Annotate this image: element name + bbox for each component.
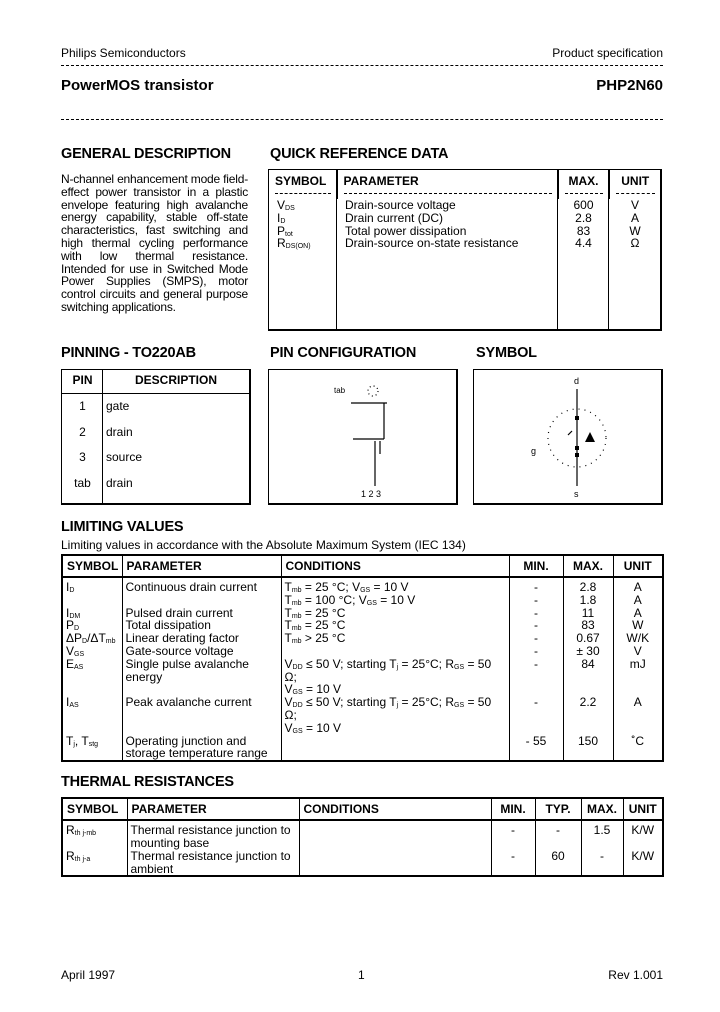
pin-configuration-heading: PIN CONFIGURATION bbox=[270, 345, 417, 361]
parameter-cell bbox=[127, 850, 299, 877]
cell-line: - bbox=[534, 580, 538, 594]
unit-cell bbox=[613, 735, 663, 762]
subscript: D bbox=[69, 587, 75, 594]
parameter-cell bbox=[122, 645, 281, 658]
company-name: Philips Semiconductors bbox=[61, 46, 186, 60]
max-cell bbox=[563, 658, 613, 696]
subscript: GS bbox=[366, 599, 377, 607]
cell-line: Gate-source voltage bbox=[125, 643, 234, 658]
table-row bbox=[62, 820, 663, 850]
min-cell bbox=[509, 645, 563, 658]
pin-description: source bbox=[106, 450, 143, 464]
limiting-values-heading: LIMITING VALUES bbox=[61, 519, 184, 535]
col-unit: UNIT bbox=[613, 555, 663, 577]
max-cell: 4.4 bbox=[575, 236, 592, 251]
pin-configuration-box bbox=[268, 369, 458, 505]
table-row bbox=[269, 237, 661, 250]
col-parameter: PARAMETER bbox=[337, 170, 558, 191]
limiting-values-subtitle: Limiting values in accordance with the Absolute Maximum System (IEC 134) bbox=[61, 538, 466, 552]
pin-numbers-label: 1 2 3 bbox=[361, 489, 382, 499]
subscript: GS bbox=[454, 702, 465, 710]
min-cell bbox=[509, 696, 563, 734]
cell-line: A bbox=[633, 580, 642, 594]
thermal-resistances-table bbox=[61, 797, 664, 877]
cell-line: $T_{mb} = 25$ °C bbox=[284, 605, 346, 620]
min-cell: - bbox=[491, 820, 535, 850]
pin-col-header: PIN bbox=[72, 373, 93, 387]
col-unit: UNIT bbox=[623, 798, 663, 820]
thermal-resistances-heading: THERMAL RESISTANCES bbox=[61, 774, 234, 791]
cell-line: ± 30 bbox=[576, 643, 600, 658]
tab-label: tab bbox=[334, 386, 346, 395]
cell-line: ambient bbox=[130, 861, 174, 876]
unit-cell bbox=[613, 645, 663, 658]
pin-description: gate bbox=[106, 399, 130, 413]
cell-line: energy bbox=[125, 669, 163, 684]
subscript: DD bbox=[292, 663, 303, 671]
subscript: mb bbox=[291, 612, 302, 620]
header-separator bbox=[269, 191, 661, 199]
parameter-cell bbox=[122, 696, 281, 734]
pin-number: tab bbox=[74, 475, 91, 490]
symbol-heading: SYMBOL bbox=[476, 345, 537, 361]
subscript: DM bbox=[69, 612, 81, 620]
parameter-cell bbox=[122, 577, 281, 607]
subscript: mb bbox=[105, 638, 116, 646]
symbol-cell: $I_{AS}$ bbox=[62, 696, 122, 734]
col-max: MAX. bbox=[558, 170, 609, 191]
cell-line: - bbox=[534, 656, 538, 671]
cell-line: W/K bbox=[626, 631, 650, 646]
cell-line: - bbox=[534, 618, 538, 633]
quick-reference-table bbox=[269, 170, 661, 250]
pinning-header bbox=[62, 370, 249, 394]
cell-line: A bbox=[633, 605, 642, 620]
cell-line: mounting base bbox=[130, 835, 210, 850]
cell-line: 0.67 bbox=[576, 631, 600, 646]
subscript: stg bbox=[88, 740, 99, 748]
cell-line: Thermal resistance junction to bbox=[130, 848, 291, 863]
thermal-resistances-section bbox=[61, 774, 662, 877]
general-description-text: N-channel enhancement mode field-effect power transistor in a plastic envelope featuring high avalanche energy capability, stable off-state characteristics, fast switching and high thermal cycling performance with low thermal resistance. Intended for use in Switched Mode Power Supplies (SMPS), motor control circuits and general purpose switching applications. bbox=[61, 172, 248, 314]
cell-line: $V_{DD} \le 50$ V; starting $T_j = 25^\circ C$; $R_{GS} = 50$ Ω; bbox=[284, 656, 492, 684]
subscript: GS bbox=[360, 587, 371, 594]
pin-number: 3 bbox=[79, 450, 86, 464]
conditions-cell bbox=[281, 696, 509, 734]
unit-cell: K/W bbox=[623, 820, 663, 850]
cell-line: ˚C bbox=[631, 733, 645, 748]
cell-line: W bbox=[632, 618, 644, 633]
symbol-cell: $R_{th j-a}$ bbox=[62, 850, 127, 877]
subscript: GS bbox=[74, 650, 85, 658]
subscript: mb bbox=[291, 599, 302, 607]
conditions-cell bbox=[281, 658, 509, 696]
conditions-cell bbox=[281, 577, 509, 607]
footer-revision: Rev 1.001 bbox=[608, 968, 663, 982]
symbol-cell: $I_{DM}$ bbox=[62, 607, 122, 620]
qr-divider bbox=[336, 170, 337, 329]
subscript: DS bbox=[285, 205, 295, 212]
cell-line: $T_{mb} > 25$ °C bbox=[284, 631, 346, 646]
quick-reference-box bbox=[268, 169, 662, 331]
min-cell bbox=[509, 577, 563, 607]
cell-line bbox=[285, 645, 506, 658]
quick-reference-section bbox=[268, 146, 662, 331]
pinning-heading: PINNING - TO220AB bbox=[61, 345, 196, 361]
general-description-heading: GENERAL DESCRIPTION bbox=[61, 146, 231, 162]
cell-line: A bbox=[633, 695, 642, 710]
doc-type: Product specification bbox=[552, 46, 663, 60]
general-description-section bbox=[61, 146, 268, 314]
gate-label: g bbox=[531, 446, 537, 456]
cell-line: $V_{DD} \le 50$ V; starting $T_j = 25^\circ C$; $R_{GS} = 50$ Ω; bbox=[284, 695, 492, 722]
cell-line: mJ bbox=[629, 656, 646, 671]
pin-number: 2 bbox=[79, 424, 86, 439]
mosfet-symbol-diagram bbox=[474, 370, 662, 504]
col-min: MIN. bbox=[491, 798, 535, 820]
cell-line: Single pulse avalanche bbox=[125, 656, 249, 671]
col-typ: TYP. bbox=[535, 798, 581, 820]
limiting-values-table bbox=[61, 554, 664, 762]
conditions-cell bbox=[281, 735, 509, 762]
parameter-cell bbox=[122, 658, 281, 696]
col-min: MIN. bbox=[509, 555, 563, 577]
conditions-cell bbox=[299, 850, 491, 877]
symbol-cell: $P_D$ bbox=[62, 619, 122, 632]
cell-line bbox=[285, 735, 506, 748]
col-symbol: SYMBOL bbox=[62, 798, 127, 820]
max-cell bbox=[563, 735, 613, 762]
subscript: D bbox=[82, 638, 88, 646]
symbol-cell: $E_{AS}$ bbox=[62, 658, 122, 696]
cell-line: 2.8 bbox=[579, 580, 597, 594]
typ-cell: 60 bbox=[535, 850, 581, 877]
table-row bbox=[269, 199, 661, 212]
col-symbol: SYMBOL bbox=[62, 555, 122, 577]
subscript: mb bbox=[291, 638, 302, 646]
symbol-cell: $I_D$ bbox=[277, 210, 286, 225]
subscript: D bbox=[74, 625, 80, 633]
unit-cell: K/W bbox=[623, 850, 663, 877]
col-max: MAX. bbox=[581, 798, 623, 820]
cell-line: Peak avalanche current bbox=[125, 695, 252, 710]
qr-divider bbox=[608, 170, 609, 329]
cell-line: - bbox=[534, 592, 538, 607]
subscript: th j-mb bbox=[74, 830, 97, 838]
cell-line: 150 bbox=[577, 733, 599, 748]
header-divider bbox=[61, 65, 663, 66]
quick-reference-heading: QUICK REFERENCE DATA bbox=[270, 146, 449, 162]
typ-cell: - bbox=[535, 820, 581, 850]
pinning-row bbox=[62, 450, 249, 476]
pin-configuration-section bbox=[268, 345, 473, 505]
table-row bbox=[62, 696, 663, 734]
min-cell bbox=[509, 735, 563, 762]
min-cell bbox=[509, 658, 563, 696]
col-max: MAX. bbox=[563, 555, 613, 577]
table-row bbox=[62, 645, 663, 658]
pinning-rows bbox=[62, 394, 249, 501]
page-body bbox=[61, 146, 662, 877]
unit-cell bbox=[613, 658, 663, 696]
diode-arrow-icon bbox=[585, 432, 595, 442]
col-parameter: PARAMETER bbox=[122, 555, 281, 577]
subscript: j bbox=[73, 740, 75, 748]
symbol-cell: $T_j$, $T_{stg}$ bbox=[62, 735, 122, 762]
page-number: 1 bbox=[358, 968, 365, 982]
col-symbol: SYMBOL bbox=[275, 174, 327, 188]
max-cell: 2.8 bbox=[575, 210, 592, 225]
col-conditions: CONDITIONS bbox=[281, 555, 509, 577]
cell-line: Linear derating factor bbox=[125, 631, 239, 646]
table-row bbox=[269, 212, 661, 225]
cell-line: Thermal resistance junction to bbox=[130, 823, 291, 838]
unit-cell: A bbox=[630, 210, 639, 225]
table-row bbox=[62, 658, 663, 696]
parameter-cell: Total power dissipation bbox=[345, 223, 467, 238]
subscript: GS bbox=[454, 663, 465, 671]
col-unit: UNIT bbox=[609, 170, 661, 191]
cell-line: - bbox=[534, 631, 538, 646]
package-outline-diagram bbox=[269, 370, 457, 504]
unit-cell bbox=[613, 696, 663, 734]
pinning-column-divider bbox=[102, 370, 103, 503]
max-cell bbox=[563, 577, 613, 607]
max-cell: 83 bbox=[576, 223, 591, 238]
cell-line: - bbox=[534, 643, 538, 658]
pinning-box bbox=[61, 369, 251, 505]
col-parameter: PARAMETER bbox=[127, 798, 299, 820]
limiting-values-section bbox=[61, 519, 662, 762]
description-row bbox=[61, 146, 662, 331]
table-row bbox=[62, 735, 663, 762]
max-cell bbox=[563, 696, 613, 734]
table-row bbox=[62, 577, 663, 607]
description-col-header: DESCRIPTION bbox=[134, 373, 217, 387]
max-cell: - bbox=[581, 850, 623, 877]
pin-description: drain bbox=[106, 424, 133, 439]
symbol-box bbox=[473, 369, 663, 505]
max-cell: 600 bbox=[573, 198, 594, 212]
symbol-section bbox=[473, 345, 662, 505]
cell-line: $V_{GS} = 10$ V bbox=[284, 682, 342, 697]
cell-line: Continuous drain current bbox=[125, 580, 257, 594]
cell-line: storage temperature range bbox=[125, 746, 268, 761]
conditions-cell bbox=[299, 820, 491, 850]
drain-label: d bbox=[574, 376, 580, 386]
subscript: D bbox=[280, 217, 286, 225]
table-row bbox=[62, 850, 663, 877]
symbol-cell: $V_{DS}$ bbox=[277, 198, 295, 212]
symbol-cell: $R_{th j-mb}$ bbox=[62, 820, 127, 850]
cell-line: $T_{mb} = 25$ °C bbox=[284, 618, 346, 633]
cell-line: 2.2 bbox=[579, 695, 597, 710]
footer-date: April 1997 bbox=[61, 968, 116, 982]
cell-line: - bbox=[534, 695, 538, 710]
min-cell: - bbox=[491, 850, 535, 877]
subscript: AS bbox=[69, 702, 79, 710]
cell-line: 1.8 bbox=[579, 592, 597, 607]
cell-line: Operating junction and bbox=[125, 733, 247, 748]
page-title: PowerMOS transistor bbox=[61, 77, 214, 94]
conditions-cell bbox=[281, 632, 509, 645]
subscript: tot bbox=[285, 230, 293, 238]
unit-cell: V bbox=[630, 198, 639, 212]
symbol-cell: $R_{DS(ON)}$ bbox=[277, 236, 311, 251]
subscript: j bbox=[396, 663, 399, 671]
symbol-cell: $\Delta P_D/\Delta T_{mb}$ bbox=[62, 632, 122, 645]
parameter-cell bbox=[122, 735, 281, 762]
part-number: PHP2N60 bbox=[596, 77, 663, 94]
pin-number: 1 bbox=[79, 399, 86, 413]
pinning-row bbox=[62, 425, 249, 451]
subscript: th j-a bbox=[74, 855, 91, 863]
cell-line: 83 bbox=[581, 618, 595, 633]
cell-line: - 55 bbox=[525, 733, 547, 748]
subscript: mb bbox=[291, 587, 302, 594]
unit-cell bbox=[613, 577, 663, 607]
cell-line: V bbox=[633, 643, 642, 658]
pinning-section bbox=[61, 345, 268, 505]
cell-line: $T_{mb} = 25$ °C; $V_{GS} = 10$ V bbox=[284, 580, 409, 594]
subscript: mb bbox=[291, 625, 302, 633]
cell-line: - bbox=[534, 605, 538, 620]
pinning-row bbox=[62, 476, 249, 502]
subscript: GS bbox=[292, 727, 303, 735]
cell-line: $T_{mb} = 100$ °C; $V_{GS} = 10$ V bbox=[284, 592, 416, 607]
unit-cell: W bbox=[629, 223, 641, 238]
symbol-cell: $P_{tot}$ bbox=[277, 223, 293, 238]
parameter-cell bbox=[127, 820, 299, 850]
subscript: GS bbox=[292, 689, 303, 697]
qr-divider bbox=[557, 170, 558, 329]
subscript: DS(ON) bbox=[285, 243, 311, 251]
parameter-cell: Drain-source on-state resistance bbox=[345, 236, 519, 251]
subscript: j bbox=[396, 702, 399, 710]
subscript: DD bbox=[292, 702, 303, 710]
subscript: AS bbox=[74, 663, 84, 671]
pinning-row bbox=[62, 399, 249, 425]
cell-line: $V_{GS} = 10$ V bbox=[284, 720, 342, 735]
source-label: s bbox=[574, 489, 579, 499]
symbol-cell: $I_D$ bbox=[62, 577, 122, 607]
max-cell: 1.5 bbox=[581, 820, 623, 850]
cell-line: 84 bbox=[581, 656, 595, 671]
symbol-cell: $V_{GS}$ bbox=[62, 645, 122, 658]
parameter-cell: Drain current (DC) bbox=[345, 210, 444, 225]
cell-line: Pulsed drain current bbox=[125, 605, 233, 620]
max-cell bbox=[563, 645, 613, 658]
cell-line: A bbox=[633, 592, 642, 607]
pinning-row bbox=[61, 345, 662, 505]
parameter-cell: Drain-source voltage bbox=[345, 198, 456, 212]
title-divider bbox=[61, 119, 663, 120]
cell-line: 11 bbox=[581, 605, 595, 620]
conditions-cell bbox=[281, 645, 509, 658]
pin-description: drain bbox=[106, 475, 133, 490]
col-conditions: CONDITIONS bbox=[299, 798, 491, 820]
cell-line: Total dissipation bbox=[125, 618, 211, 633]
unit-cell: Ω bbox=[630, 236, 640, 251]
